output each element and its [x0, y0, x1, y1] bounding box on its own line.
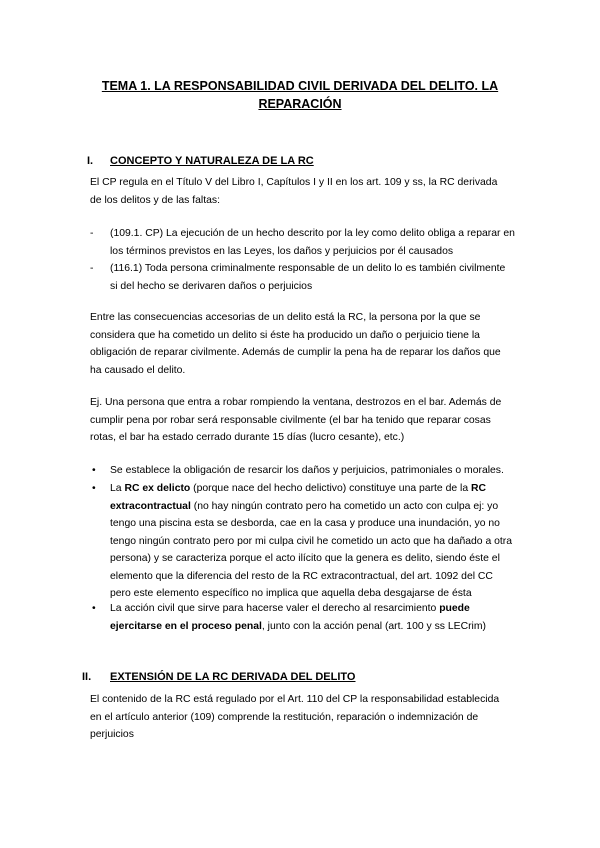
section-1-heading — [87, 153, 517, 169]
bullet-item-obligation: Se establece la obligación de resarcir los daños y perjuicios, patrimoniales o morales. — [110, 465, 504, 476]
bold-rc-ex-delicto: RC ex delicto — [124, 483, 191, 494]
dash-item-116: (116.1) Toda persona criminalmente responsable de un delito lo es también civilmente si del hecho se derivaren daños o perjuicios — [110, 263, 506, 292]
bold-rc-extracontractual: RC extracontractual — [110, 483, 487, 512]
bullet-item-accion-civil: La acción civil que sirve para hacerse valer el derecho al resarcimiento puede ejercitarse en el proceso penal, junto con la acción penal (art. 100 y ss LECrim) — [110, 603, 486, 632]
dash-marker: - — [90, 228, 94, 239]
section-2-number: II. — [82, 671, 92, 683]
dash-item-109: (109.1. CP) La ejecución de un hecho descrito por la ley como delito obliga a reparar en los términos previstos en las Leyes, los daños y perjuicios por él causados — [110, 228, 515, 257]
dash-marker: - — [90, 263, 94, 274]
section-2-title: EXTENSIÓN DE LA RC DERIVADA DEL DELITO — [110, 671, 356, 683]
section-2-heading — [82, 669, 512, 685]
bullet-marker: • — [92, 603, 96, 614]
consequences-paragraph: Entre las consecuencias accesorias de un delito está la RC, la persona por la que se considera que ha cometido un delito si éste ha producido un daño o perjuicio tiene la obligación de reparar civilmente. Además de cumplir la pena ha de reparar los daños que ha causado el delito. — [90, 312, 501, 376]
page-title: TEMA 1. LA RESPONSABILIDAD CIVIL DERIVADA DEL DELITO. LA REPARACIÓN — [101, 79, 499, 111]
extension-paragraph: El contenido de la RC está regulado por el Art. 110 del CP la responsabilidad establecida en el artículo anterior (109) comprende la restitución, reparación o indemnización de perjuicios — [90, 694, 500, 740]
bold-proceso-penal: puede ejercitarse en el proceso penal — [110, 603, 470, 632]
intro-paragraph: El CP regula en el Título V del Libro I, Capítulos I y II en los art. 109 y ss, la RC derivada de los delitos y de las faltas: — [90, 177, 498, 206]
bullet-item-rc-ex-delicto: La RC ex delicto (porque nace del hecho delictivo) constituye una parte de la RC extracontractual (no hay ningún contrato pero ha cometido un acto con culpa ej: yo tengo una piscina esta se desborda, cae en la casa y produce una inundación, yo no tengo ningún contrato pero por mi culpa civil he cometido un acto que ha dañado a otra persona) y se caracteriza porque el acto ilícito que la genera es delito, siendo éste el elemento que la diferencia del resto de la RC extracontractual, del art. 1092 del CC pero este elemento específico no implica que aquella deba desgajarse de ésta — [110, 483, 513, 599]
bullet-marker: • — [92, 465, 96, 476]
example-paragraph: Ej. Una persona que entra a robar rompiendo la ventana, destrozos en el bar. Además de cumplir pena por robar será responsable civilmente (el bar ha tenido que reparar cosas rotas, el bar ha estado cerrado durante 15 días (lucro cesante), etc.) — [90, 397, 502, 443]
section-1-number: I. — [87, 155, 94, 167]
section-1-title: CONCEPTO Y NATURALEZA DE LA RC — [110, 155, 314, 167]
bullet-marker: • — [92, 483, 96, 494]
